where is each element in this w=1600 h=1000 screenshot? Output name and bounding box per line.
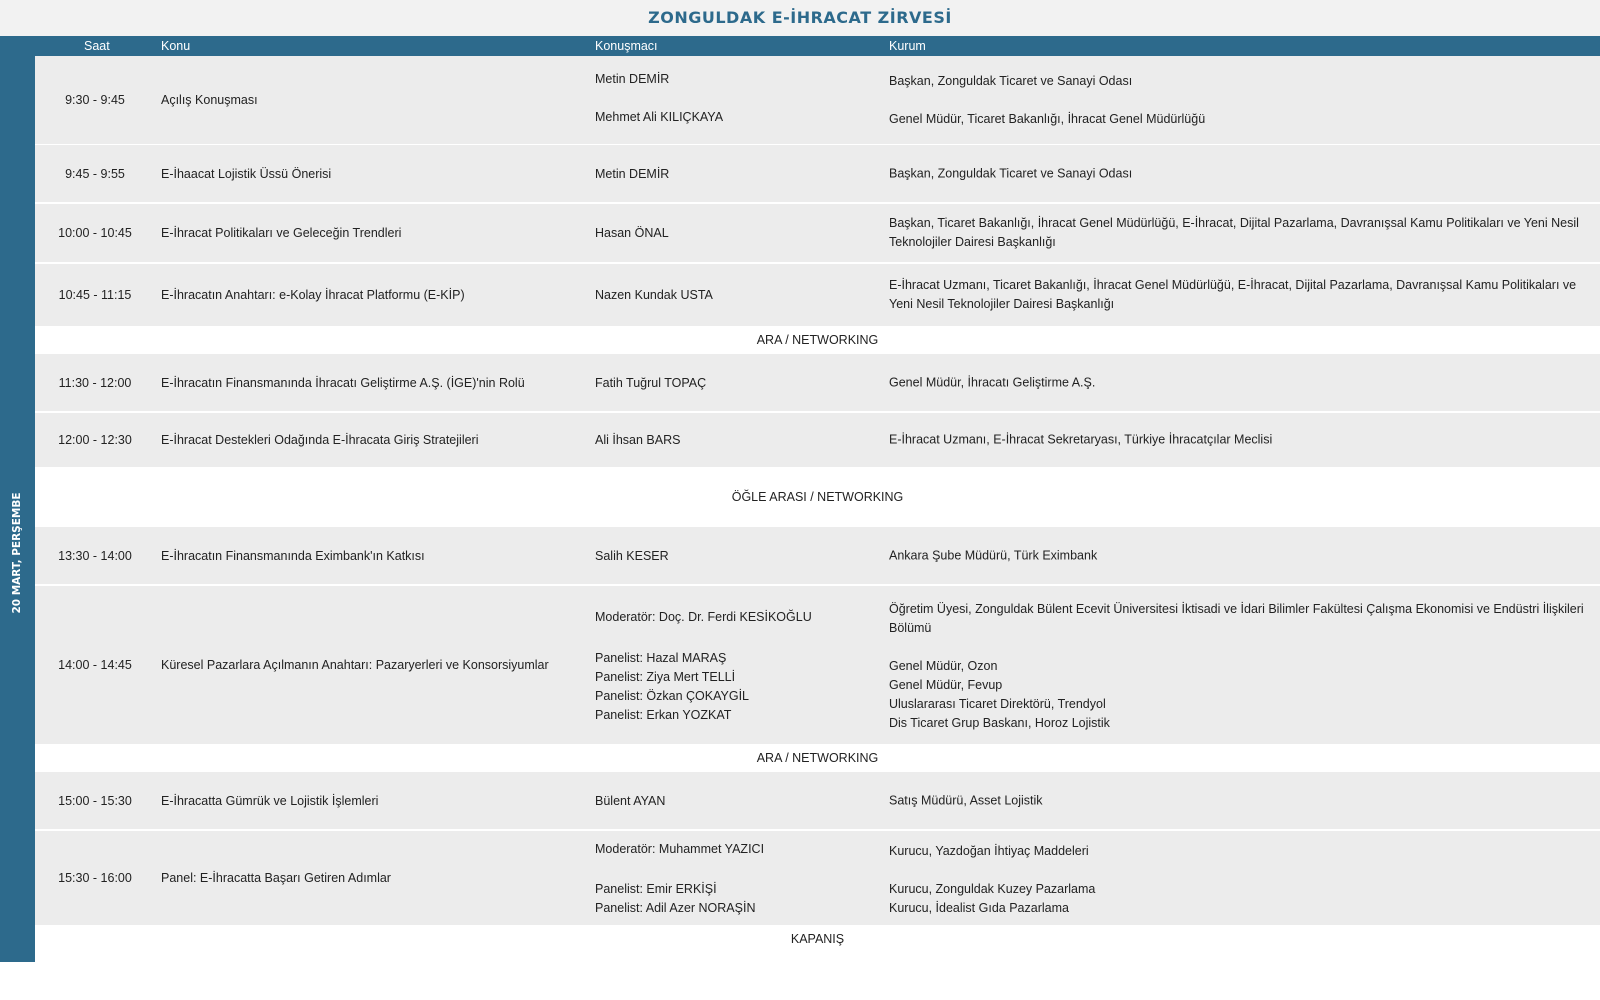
break-row: ARA / NETWORKING	[35, 744, 1600, 772]
session-speaker: Mehmet Ali KILIÇKAYA	[595, 110, 724, 124]
session-time: 11:30 - 12:00	[58, 375, 132, 390]
session-institution: Satış Müdürü, Asset Lojistik	[889, 793, 1043, 807]
table-header	[0, 36, 1600, 56]
session-speaker: Nazen Kundak USTA	[595, 288, 713, 302]
session-institution: Genel Müdür, Fevup	[889, 678, 1003, 692]
table-row	[35, 56, 1600, 144]
closing-row: KAPANIŞ	[35, 925, 1600, 953]
day-sidebar	[0, 56, 35, 962]
break-row: ARA / NETWORKING	[35, 326, 1600, 354]
session-institution: Genel Müdür, Ticaret Bakanlığı, İhracat Genel Müdürlüğü	[889, 112, 1206, 126]
session-institution: Genel Müdür, Ozon	[889, 659, 998, 673]
table-row	[35, 772, 1600, 829]
session-time: 12:00 - 12:30	[58, 433, 132, 447]
session-topic: Açılış Konuşması	[161, 93, 258, 107]
session-speaker: Panelist: Özkan ÇOKAYGİL	[595, 689, 749, 703]
session-speaker: Panelist: Hazal MARAŞ	[595, 651, 727, 665]
panelist-list	[595, 880, 755, 918]
session-speaker: Bülent AYAN	[595, 793, 666, 808]
session-speaker: Fatih Tuğrul TOPAÇ	[595, 375, 707, 390]
session-speaker: Moderatör: Muhammet YAZICI	[595, 842, 765, 856]
session-topic: E-İhracat Destekleri Odağında E-İhracata Giriş Stratejileri	[161, 433, 479, 447]
session-topic: E-İhracatın Finansmanında Eximbank'ın Katkısı	[161, 548, 425, 563]
session-time: 9:45 - 9:55	[65, 166, 125, 181]
schedule-table	[35, 56, 1600, 953]
session-time: 9:30 - 9:45	[65, 93, 125, 107]
session-speaker: Panelist: Erkan YOZKAT	[595, 708, 732, 722]
day-label: 20 MART, PERŞEMBE	[11, 492, 23, 614]
session-speaker: Hasan ÖNAL	[595, 226, 669, 240]
session-speaker: Moderatör: Doç. Dr. Ferdi KESİKOĞLU	[595, 610, 812, 624]
table-row	[35, 354, 1600, 411]
page-title: ZONGULDAK E-İHRACAT ZİRVESİ	[0, 0, 1600, 36]
table-row	[35, 144, 1600, 202]
session-time: 10:45 - 11:15	[58, 288, 132, 302]
session-time: 10:00 - 10:45	[58, 226, 132, 240]
institution-list	[889, 880, 1594, 918]
header-konu: Konu	[161, 39, 191, 53]
session-time: 15:30 - 16:00	[58, 871, 132, 885]
header-kurum: Kurum	[889, 39, 926, 53]
session-topic: E-İhaacat Lojistik Üssü Önerisi	[161, 166, 332, 181]
session-speaker: Ali İhsan BARS	[595, 433, 681, 447]
session-institution: Kurucu, İdealist Gıda Pazarlama	[889, 901, 1069, 915]
table-row	[35, 202, 1600, 262]
session-speaker: Metin DEMİR	[595, 166, 670, 181]
break-row: ÖĞLE ARASI / NETWORKING	[35, 467, 1600, 527]
table-row	[35, 411, 1600, 467]
session-time: 14:00 - 14:45	[58, 658, 132, 672]
session-topic: E-İhracatın Finansmanında İhracatı Geliştirme A.Ş. (İGE)'nin Rolü	[161, 375, 525, 390]
session-institution: Dis Ticaret Grup Baskanı, Horoz Lojistik	[889, 716, 1110, 730]
session-topic: E-İhracat Politikaları ve Geleceğin Trendleri	[161, 226, 402, 240]
session-institution: Başkan, Zonguldak Ticaret ve Sanayi Odası	[889, 166, 1133, 180]
table-row	[35, 584, 1600, 744]
session-time: 13:30 - 14:00	[58, 548, 132, 563]
session-institution: Ankara Şube Müdürü, Türk Eximbank	[889, 548, 1098, 562]
panelist-list	[595, 649, 749, 725]
table-row	[35, 829, 1600, 925]
session-speaker: Metin DEMİR	[595, 72, 670, 86]
header-konusmaci: Konuşmacı	[595, 39, 658, 53]
session-institution: E-İhracat Uzmanı, E-İhracat Sekretaryası, Türkiye İhracatçılar Meclisi	[889, 432, 1273, 447]
session-institution: Öğretim Üyesi, Zonguldak Bülent Ecevit Üniversitesi İktisadi ve İdari Bilimler Fakültesi Çalışma Ekonomisi ve Endüstri İlişkileri Bölümü	[889, 602, 1584, 635]
session-topic: Küresel Pazarlara Açılmanın Anahtarı: Pazaryerleri ve Konsorsiyumlar	[161, 658, 549, 672]
session-institution: Kurucu, Yazdoğan İhtiyaç Maddeleri	[889, 844, 1089, 858]
institution-list	[889, 657, 1594, 733]
session-speaker: Panelist: Emir ERKİŞİ	[595, 882, 717, 896]
session-institution: Başkan, Zonguldak Ticaret ve Sanayi Odası	[889, 74, 1133, 88]
session-institution: Kurucu, Zonguldak Kuzey Pazarlama	[889, 882, 1096, 896]
session-institution: Genel Müdür, İhracatı Geliştirme A.Ş.	[889, 375, 1096, 389]
table-row	[35, 527, 1600, 584]
session-speaker: Panelist: Adil Azer NORAŞİN	[595, 901, 756, 915]
session-speaker: Salih KESER	[595, 548, 669, 563]
session-speaker: Panelist: Ziya Mert TELLİ	[595, 670, 736, 684]
session-institution: Uluslararası Ticaret Direktörü, Trendyol	[889, 697, 1106, 711]
session-time: 15:00 - 15:30	[58, 793, 132, 808]
session-institution: E-İhracat Uzmanı, Ticaret Bakanlığı, İhracat Genel Müdürlüğü, E-İhracat, Dijital Pazarlama, Davranışsal Kamu Politikaları ve Yeni Nesil Teknolojiler Dairesi Başkanlığı	[889, 278, 1577, 311]
header-saat: Saat	[84, 39, 110, 53]
session-topic: E-İhracatta Gümrük ve Lojistik İşlemleri	[161, 793, 379, 808]
table-row	[35, 262, 1600, 326]
session-topic: E-İhracatın Anahtarı: e-Kolay İhracat Platformu (E-KİP)	[161, 288, 465, 302]
session-topic: Panel: E-İhracatta Başarı Getiren Adımlar	[161, 871, 391, 885]
session-institution: Başkan, Ticaret Bakanlığı, İhracat Genel Müdürlüğü, E-İhracat, Dijital Pazarlama, Davranışsal Kamu Politikaları ve Yeni Nesil Teknolojiler Dairesi Başkanlığı	[889, 216, 1579, 249]
